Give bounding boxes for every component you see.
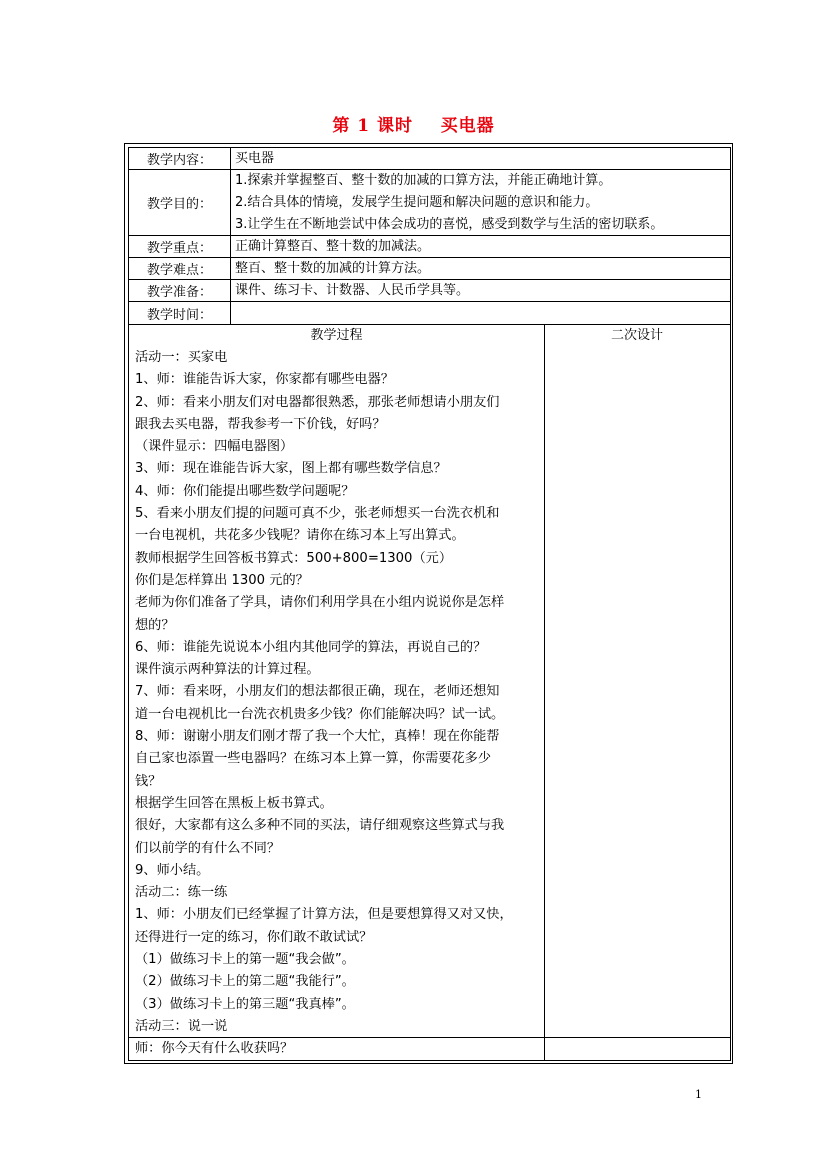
lesson-plan-table: [124, 143, 733, 1064]
objective-line: 3.让学生在不断地尝试中体会成功的喜悦，感受到数学与生活的密切联系。: [235, 217, 664, 232]
process-line: 活动三：说一说: [135, 1018, 228, 1034]
process-line: （课件显示：四幅电器图）: [135, 439, 294, 455]
process-line: 跟我去买电器，帮我参考一下价钱，好吗？: [135, 416, 386, 432]
process-line: 7、师：看来呀，小朋友们的想法都很正确，现在，老师还想知: [135, 684, 500, 700]
process-line: 道一台电视机比一台洗衣机贵多少钱？你们能解决吗？试一试。: [135, 706, 505, 722]
process-line: 很好，大家都有这么多种不同的买法，请仔细观察这些算式与我: [135, 818, 505, 834]
process-line: 根据学生回答在黑板上板书算式。: [135, 795, 333, 811]
process-line: 们以前学的有什么不同？: [135, 840, 281, 856]
process-line: 9、师小结。: [135, 862, 210, 878]
process-line: 想的？: [135, 617, 175, 633]
value-difficulties: 整百、整十数的加减的计算方法。: [235, 261, 431, 276]
process-header: 教学过程: [310, 328, 363, 343]
process-line: 钱？: [135, 773, 162, 789]
process-line: （3）做练习卡上的第三题“我真棒”。: [135, 996, 355, 1012]
process-line: 5、看来小朋友们提的问题可真不少，张老师想买一台洗衣机和: [135, 506, 500, 522]
process-footer-row: [129, 1037, 730, 1061]
process-line: 还得进行一定的练习，你们敢不敢试试？: [135, 929, 373, 945]
row-difficulties: [128, 257, 731, 279]
process-line: （1）做练习卡上的第一题“我会做”。: [135, 952, 355, 968]
process-line: 8、师：谢谢小朋友们刚才帮了我一个大忙，真棒！现在你能帮: [135, 729, 500, 745]
row-preparation: [128, 279, 731, 301]
process-line: 师：你今天有什么收获吗？: [135, 1041, 294, 1057]
objective-line: 2.结合具体的情境，发展学生提问题和解决问题的意识和能力。: [235, 195, 599, 210]
process-line: 课件演示两种算法的计算过程。: [135, 662, 320, 678]
value-content: 买电器: [235, 151, 275, 166]
process-line: 1、师：小朋友们已经掌握了计算方法，但是要想算得又对又快，: [135, 907, 513, 923]
lesson-title: 第 1 课时 买电器: [332, 116, 495, 136]
process-line: 活动二：练一练: [135, 885, 228, 901]
process-line: 你们是怎样算出 1300 元的？: [135, 572, 309, 588]
redesign-header: 二次设计: [610, 328, 663, 343]
label-content: 教学内容：: [129, 148, 231, 169]
process-line: 1、师：谁能告诉大家，你家都有哪些电器？: [135, 372, 394, 388]
row-time: [128, 301, 731, 324]
label-preparation: 教学准备：: [129, 280, 231, 301]
process-line: 2、师：看来小朋友们对电器都很熟悉，那张老师想请小朋友们: [135, 394, 500, 410]
row-objectives: [128, 169, 731, 235]
label-difficulties: 教学难点：: [129, 258, 231, 279]
value-key-points: 正确计算整百、整十数的加减法。: [235, 239, 431, 254]
process-line: 教师根据学生回答板书算式：500+800=1300（元）: [135, 550, 453, 566]
process-line: 老师为你们准备了学具，请你们利用学具在小组内说说你是怎样: [135, 595, 505, 611]
process-line: 活动一：买家电: [135, 350, 228, 365]
label-key-points: 教学重点：: [129, 236, 231, 257]
label-time: 教学时间：: [129, 302, 231, 324]
process-main-column: [129, 325, 545, 1057]
redesign-column: [544, 325, 730, 1037]
process-section: [128, 324, 731, 1061]
process-line: 6、师：谁能先说说本小组内其他同学的算法，再说自己的？: [135, 639, 487, 655]
page-number: 1: [695, 1088, 702, 1101]
process-lines: [129, 347, 544, 1061]
process-line: （2）做练习卡上的第二题“我能行”。: [135, 974, 355, 990]
process-line: 一台电视机，共花多少钱呢？请你在练习本上写出算式。: [135, 528, 465, 544]
process-line: 自己家也添置一些电器吗？在练习本上算一算，你需要花多少: [135, 751, 492, 767]
objective-line: 1.探索并掌握整百、整十数的加减的口算方法，并能正确地计算。: [235, 173, 612, 188]
row-content: [128, 147, 731, 169]
value-preparation: 课件、练习卡、计数器、人民币学具等。: [235, 283, 470, 298]
process-line: 4、师：你们能提出哪些数学问题呢？: [135, 483, 355, 499]
row-key-points: [128, 235, 731, 257]
process-line: 3、师：现在谁能告诉大家，图上都有哪些数学信息？: [135, 461, 447, 477]
label-objectives: 教学目的：: [129, 170, 231, 235]
